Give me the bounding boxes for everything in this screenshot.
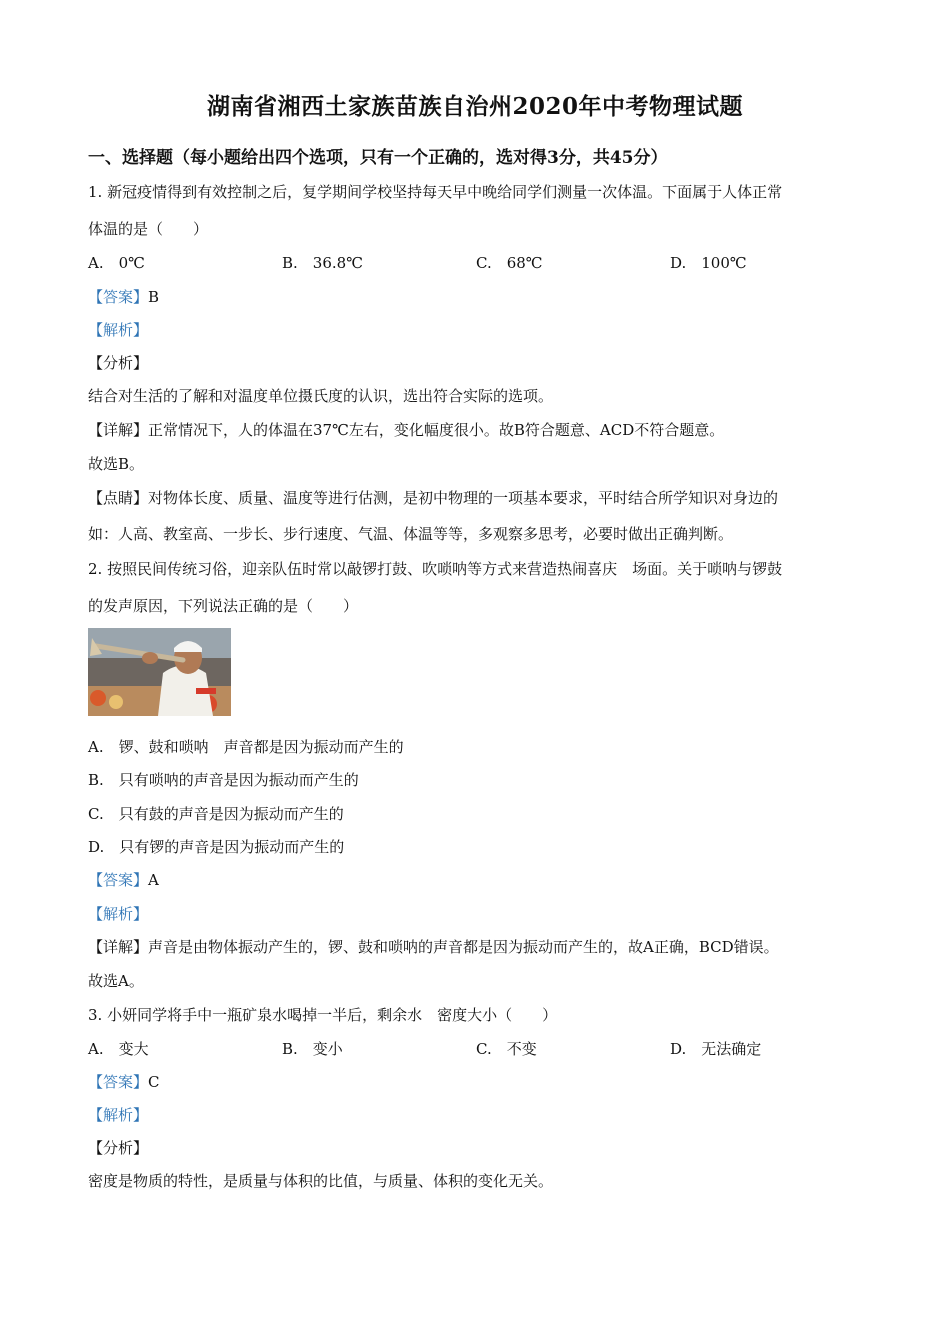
q1-analysis-tag: 【解析】 xyxy=(88,321,149,339)
suona-player-illustration xyxy=(88,628,231,716)
q1-detail xyxy=(88,419,724,440)
q2-choose: 故选A。 xyxy=(88,972,144,990)
q3-fenxi: 密度是物质的特性，是质量与体积的比值，与质量、体积的变化无关。 xyxy=(88,1172,554,1190)
q2-stem-line1: 2. 按照民间传统习俗，迎亲队伍时常以敲锣打鼓、吹唢呐等方式来营造热闹喜庆 场面。关于唢呐与锣鼓 xyxy=(88,560,783,578)
q2-stem-line2: 的发声原因，下列说法正确的是（ ） xyxy=(88,597,359,615)
q2-answer xyxy=(88,869,159,890)
q1-point-tag: 【点睛】 xyxy=(88,489,149,507)
q3-analysis-tag: 【解析】 xyxy=(88,1106,149,1124)
q1-option-a: A. 0℃ xyxy=(88,254,145,272)
q2-answer-tag: 【答案】 xyxy=(88,871,149,889)
q1-answer xyxy=(88,286,159,307)
q1-option-c: C. 68℃ xyxy=(476,254,543,272)
q2-option-d: D. 只有锣的声音是因为振动而产生的 xyxy=(88,838,345,856)
q1-option-d: D. 100℃ xyxy=(670,254,747,272)
q3-answer-tag: 【答案】 xyxy=(88,1073,149,1091)
q2-analysis-tag: 【解析】 xyxy=(88,905,149,923)
q3-stem: 3. 小妍同学将手中一瓶矿泉水喝掉一半后，剩余水 密度大小（ ） xyxy=(88,1006,558,1024)
q2-option-a: A. 锣、鼓和唢呐 声音都是因为振动而产生的 xyxy=(88,738,404,756)
q1-point-line1 xyxy=(88,487,778,508)
q3-option-b: B. 变小 xyxy=(282,1040,343,1058)
q1-stem-line2: 体温的是（ ） xyxy=(88,220,209,238)
q1-stem-line1: 1. 新冠疫情得到有效控制之后，复学期间学校坚持每天早中晚给同学们测量一次体温。下面属于人体正常 xyxy=(88,183,783,201)
q2-answer-value: A xyxy=(148,871,159,889)
q3-option-a: A. 变大 xyxy=(88,1040,149,1058)
q1-answer-tag: 【答案】 xyxy=(88,288,149,306)
q1-answer-value: B xyxy=(148,288,160,306)
q3-option-c: C. 不变 xyxy=(476,1040,537,1058)
q1-detail-tag: 【详解】 xyxy=(88,421,149,439)
q1-point-line2: 如：人高、教室高、一步长、步行速度、气温、体温等等，多观察多思考，必要时做出正确判断。 xyxy=(88,525,734,543)
q1-option-b: B. 36.8℃ xyxy=(282,254,363,272)
q1-fenxi-tag: 【分析】 xyxy=(88,354,149,372)
q3-fenxi-tag: 【分析】 xyxy=(88,1139,149,1157)
q2-option-c: C. 只有鼓的声音是因为振动而产生的 xyxy=(88,805,344,823)
q1-fenxi: 结合对生活的了解和对温度单位摄氏度的认识，选出符合实际的选项。 xyxy=(88,387,554,405)
q1-choose: 故选B。 xyxy=(88,455,145,473)
q3-option-d: D. 无法确定 xyxy=(670,1040,762,1058)
suona-player-photo xyxy=(88,628,231,716)
section-heading: 一、选择题（每小题给出四个选项，只有一个正确的，选对得3分，共45分） xyxy=(88,148,668,168)
page-title: 湖南省湘西土家族苗族自治州2020年中考物理试题 xyxy=(206,93,743,120)
q1-detail-text: 正常情况下，人的体温在37℃左右，变化幅度很小。故B符合题意、ACD不符合题意。 xyxy=(148,421,725,439)
q2-option-b: B. 只有唢呐的声音是因为振动而产生的 xyxy=(88,771,359,789)
q3-answer xyxy=(88,1071,160,1092)
q3-answer-value: C xyxy=(148,1073,160,1091)
q2-detail xyxy=(88,936,779,957)
q2-detail-text: 声音是由物体振动产生的，锣、鼓和唢呐的声音都是因为振动而产生的，故A正确，BCD错误。 xyxy=(148,938,779,956)
q2-detail-tag: 【详解】 xyxy=(88,938,149,956)
q1-point-text1: 对物体长度、质量、温度等进行估测，是初中物理的一项基本要求，平时结合所学知识对身边的 xyxy=(148,489,779,507)
